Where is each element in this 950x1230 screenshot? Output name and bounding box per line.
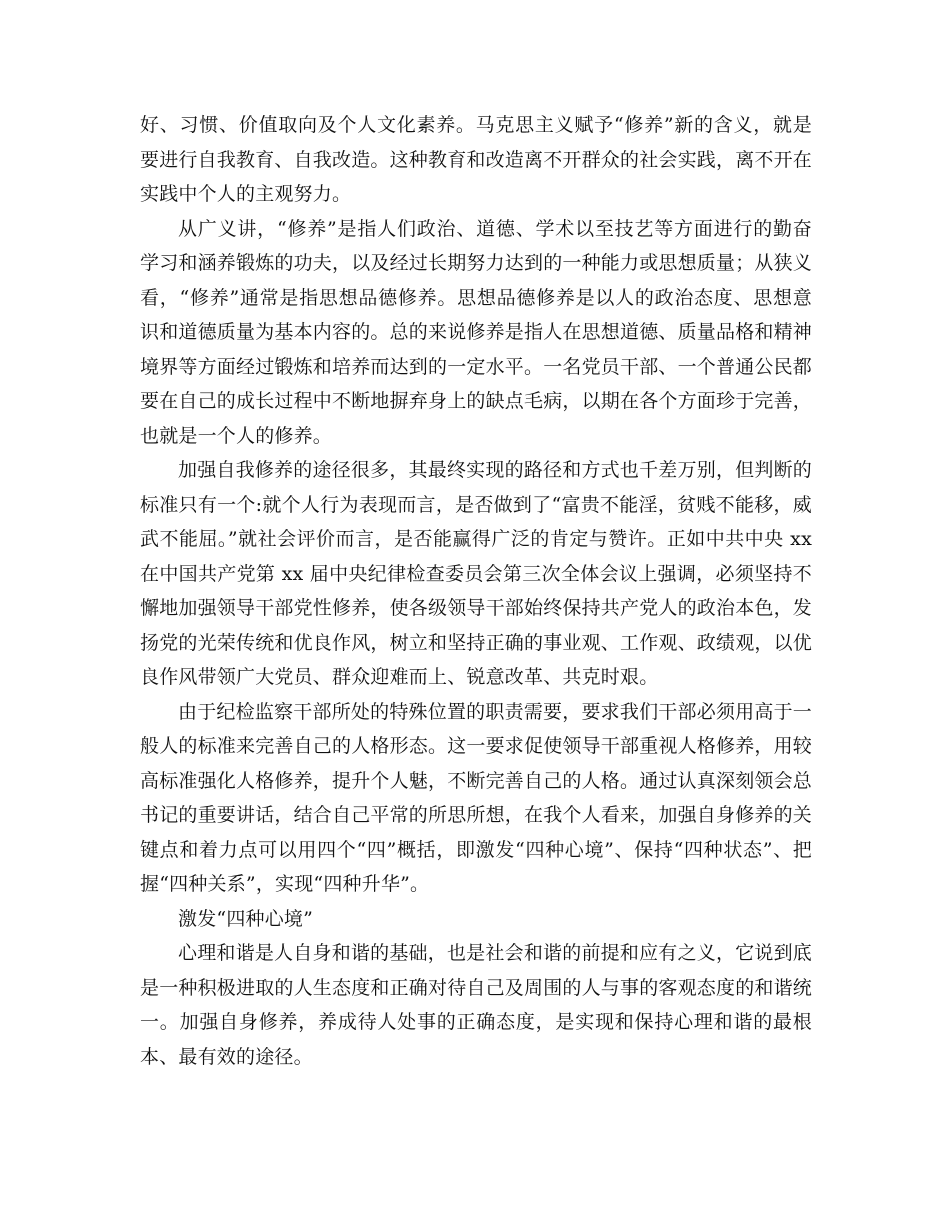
- section-heading: 激发“四种心境”: [178, 907, 314, 930]
- paragraph-4: 由于纪检监察干部所处的特殊位置的职责需要，要求我们干部必须用高于一般人的标准来完善自己的人格形态。这一要求促使领导干部重视人格修养，用较高标准强化人格修养，提升个人魅，不断完善自己的人格。通过认真深刻领会总书记的重要讲话，结合自己平常的所思所想，在我个人看来，加强自身修养的关键点和着力点可以用四个“四”概括，即激发“四种心境”、保持“四种状态”、把握“四种关系”，实现“四种升华”。: [140, 700, 813, 895]
- paragraph-3: 加强自我修养的途径很多，其最终实现的路径和方式也千差万别，但判断的标准只有一个:就个人行为表现而言，是否做到了“富贵不能淫，贫贱不能移，威武不能屈。”就社会评价而言，是否能赢得广泛的肯定与赞许。正如中共中央 xx 在中国共产党第 xx 届中央纪律检查委员会第三次全体会议上强调，必须坚持不懈地加强领导干部党性修养，使各级领导干部始终保持共产党人的政治本色，发扬党的光荣传统和优良作风，树立和坚持正确的事业观、工作观、政绩观，以优良作风带领广大党员、群众迎难而上、锐意改革、共克时艰。: [140, 459, 813, 688]
- paragraph-1: 好、习惯、价值取向及个人文化素养。马克思主义赋予“修养”新的含义，就是要进行自我教育、自我改造。这种教育和改造离不开群众的社会实践，离不开在实践中个人的主观努力。: [140, 114, 813, 205]
- paragraph-2: 从广义讲，“修养”是指人们政治、道德、学术以至技艺等方面进行的勤奋学习和涵养锻炼的功夫，以及经过长期努力达到的一种能力或思想质量；从狭义看，“修养”通常是指思想品德修养。思想品德修养是以人的政治态度、思想意识和道德质量为基本内容的。总的来说修养是指人在思想道德、质量品格和精神境界等方面经过锻炼和培养而达到的一定水平。一名党员干部、一个普通公民都要在自己的成长过程中不断地摒弃身上的缺点毛病，以期在各个方面珍于完善，也就是一个人的修养。: [140, 217, 813, 447]
- document-body: [140, 108, 812, 1074]
- paragraph-5: 心理和谐是人自身和谐的基础，也是社会和谐的前提和应有之义，它说到底是一种积极进取的人生态度和正确对待自己及周围的人与事的客观态度的和谐统一。加强自身修养，养成待人处事的正确态度，是实现和保持心理和谐的最根本、最有效的途径。: [140, 942, 813, 1068]
